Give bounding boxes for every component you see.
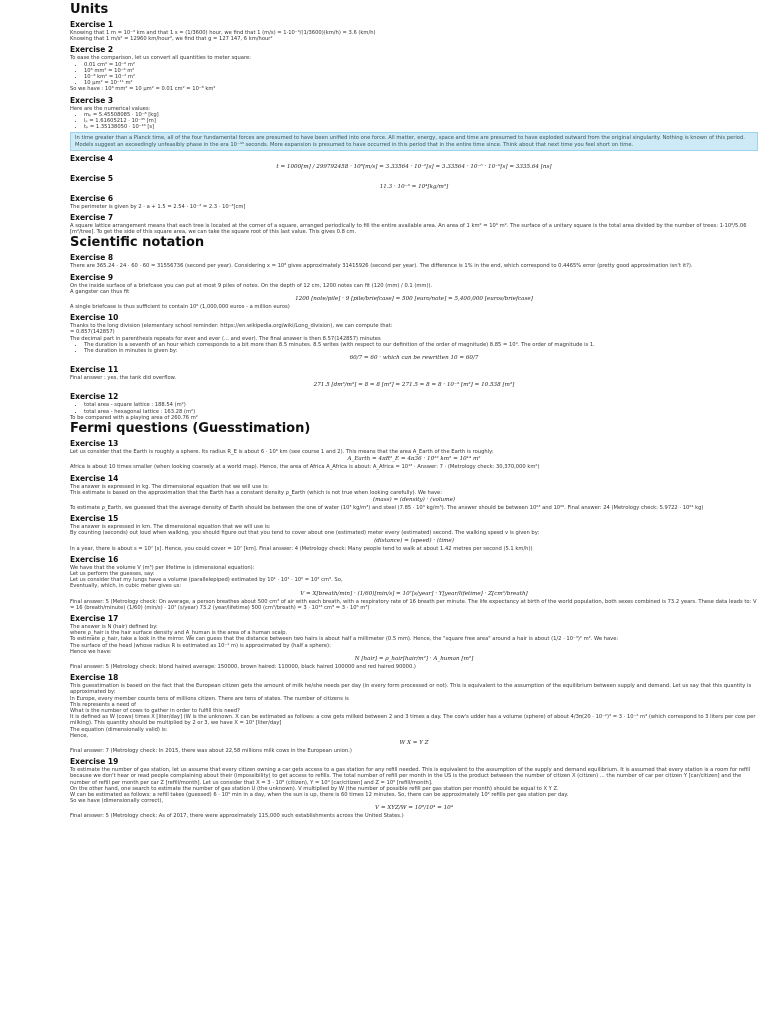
bullet-list [70, 402, 758, 414]
section-scientific [70, 253, 758, 421]
bullet-list [70, 112, 758, 131]
exercise-heading: Exercise 9 [70, 272, 114, 282]
info-box: In time greater than a Planck time, all of the four fundamental forces are presumed to have been unified into one force. All matter, energy, space and time are presumed to have exploded outward from the original singularity. Nothing is known of this period. Models suggest an exceedingly unfeasibly phase in the era 10⁻⁴³ seconds. More expansion is presumed to have occurred in this period that in the entire time since. Think about that next time you feel short on time. [70, 132, 758, 150]
list-item: • The duration is a seventh of an hour which corresponds to a bit more than 8.5 minutes. 8.5 writes (with respect to our definition of the order of magnitude) 8.85 = 10⁰. The order of magnitude is 1. [84, 342, 758, 348]
exercise-heading: Exercise 17 [70, 613, 119, 623]
paragraph: Final answer: 5 (Metrology check: On average, a person breathes about 500 cm³ of air with each breath, with a respiratory rate of 16 breath per minute. The life expectancy at birth of the world population, both sexes combined is 73.2 years. These data leads to: V = 16 (breath/minute) (1/60) (min/s) · 10⁷ (s/year) 73.2 (year/lifetime) 500 (cm³/breath) = 3 · 10¹³ cm³ = 3 · 10⁵ m³) [70, 598, 757, 611]
doc-title: Units [70, 2, 109, 17]
paragraph: Final answer: 7 (Metrology check: In 2015, there was about 22,58 millions milk cows in the European union.) [70, 747, 352, 754]
list-item: • lₚ = 1.61605212 · 10⁻³⁵ [m] [84, 118, 758, 124]
paragraph: Here are the numerical values: [70, 105, 151, 112]
list-item: • total area - square lattice : 188.54 (m²) [84, 402, 758, 408]
paragraph: To be compared with a playing area of 260.76 m² [70, 414, 198, 421]
paragraph: Let us consider that the Earth is roughly a sphere. Its radius R_E is about 6 · 10⁶ km (see course 1 and 2). This means that the area A_Earth of the Earth is roughly: [70, 449, 494, 456]
paragraph: = 0.857(142857) [70, 329, 115, 336]
paragraph: To estimate ρ_hair, take a look in the mirror. We can guess that the distance between two hairs is about half a millimeter (0.5 mm). Hence, the "square free area" around a hair is about (1/2 · 10⁻³)² m². We have: [70, 636, 619, 643]
exercise-heading: Exercise 12 [70, 392, 119, 402]
paragraph: It is defined as W (cows) times X [liter/day] (W is the unknown. X can be estimated as follows: a cow gets milked between 2 and 3 times a day. The cow's udder has a volume (sphere) of about 4/3π(20 · 10⁻²)³ = 3 · 10⁻² m³ (which correspond to 3 liters per cow per milking). This quantity should be multiplied by 2 or 3, we have X = 10¹ [liter/day] [70, 714, 756, 727]
paragraph: The answer is N (hair) defined by: [70, 623, 158, 630]
equation: 60/7 = 60 · which can be rewritten 10 = 60/7 [349, 355, 479, 362]
exercise-heading: Exercise 16 [70, 554, 119, 564]
exercise-heading: Exercise 1 [70, 20, 114, 29]
equation: 271.5 [dm³/m³] = 8 = 8 [m³] = 271.5 = 8 = 8 · 10⁻³ [m³] = 10.538 [m³] [313, 382, 515, 389]
paragraph: Final answer : yes, the tank did overflow. [70, 375, 177, 382]
paragraph: To estimate the number of gas station, let us assume that every citizen owning a car gets access to a gas station for any refill needed. This is equivalent to the assumption of the supply and demand equilibrium. It is assumed that every station is a room for refill because we don't hear or read people complaining about their (impossibility) to get access to refills. The total number of refill per month in the US is the product between the number of citizen X (citizen) ... the number of car per citizen Y [car/citizen] and the number of refill per month per car Z [refill/month]. Let us consider that X = 3 · 10⁸ (citizen), Y = 10⁰ [car/citizen] and Z = 10⁰ [refill/month]. [70, 767, 751, 786]
exercise-heading: Exercise 13 [70, 439, 119, 449]
paragraph: To ease the comparison, let us convert all quantities to meter square: [70, 55, 251, 62]
paragraph: Knowing that 1 m = 10⁻³ km and that 1 s = (1/3600) hour, we find that 1 (m/s) = 1·10⁻³/(1/3600)(km/h) = 3.6 (km/h) [70, 30, 376, 36]
section-units [70, 20, 758, 235]
exercise-heading: Exercise 3 [70, 95, 114, 105]
paragraph: Final answer: 5 (Metrology check: As of 2017, there were approximately 115,000 such establishments across the United States.) [70, 813, 404, 820]
paragraph: The perimeter is given by 2 · a + 1.5 = 2.54 · 10⁻³ = 2.3 · 10⁻³[cm] [70, 203, 246, 210]
equation: 11.3 · 10⁻³ = 10⁴[kg/m³] [379, 183, 449, 190]
paragraph: Let us consider that my lungs have a volume (parallelepiped) estimated by 10¹ · 10¹ · 10⁰ = 10² cm³. So, [70, 577, 343, 584]
bullet-list [70, 342, 758, 354]
equation: V = XYZ/W = 10⁸/10⁴ = 10⁴ [375, 805, 453, 812]
list-item: • The duration in minutes is given by: [84, 348, 758, 354]
paragraph: To estimate ρ_Earth, we guessed that the average density of Earth should be between the one of water (10³ kg/m³) and steel (7.85 · 10³ kg/m³). The answer should be between 10²³ and 10²⁶. Final answer: 24 (Metrology check: 5.9722 · 10²⁴ kg) [70, 504, 704, 511]
exercise-heading: Exercise 6 [70, 193, 114, 203]
paragraph: The decimal part in parenthesis repeats for ever and ever (... and ever). The final answer is then 8.57(142857) minutes [70, 335, 381, 342]
section-title-scientific: Scientific notation [70, 235, 205, 251]
equation: (distance) = (speed) · (time) [374, 537, 454, 544]
paragraph: On the inside surface of a briefcase you can put at most 9 piles of notes. On the depth of 12 cm, 1200 notes can fit (120 (mm) / 0.1 (mm)). [70, 282, 433, 289]
exercise-heading: Exercise 7 [70, 213, 114, 223]
list-item: • 0.01 cm² = 10⁻⁶ m² [84, 62, 758, 68]
section-title-fermi: Fermi questions (Guesstimation) [70, 421, 311, 437]
paragraph: Let us perform the guesses, say: [70, 570, 155, 577]
paragraph: A single briefcase is thus sufficient to contain 10⁶ (1,000,000 euros - a million euros) [70, 304, 290, 311]
paragraph: A square lattice arrangement means that each tree is located at the corner of a square, arranged periodically to fill the entire available area. An area of 1 km² = 10⁶ m². The surface of a unitary square is the total area divided by the number of trees: 1·10⁶/5.06 [m²/tree]. To get the side of this square area, we can take the square root of this last value. This gives 0.8 cm. [70, 223, 747, 236]
paragraph: Knowing that 1 m/s² = 12960 km/hour², we find that g = 127 147, 6 km/hour² [70, 36, 273, 43]
paragraph: Eventually, which, in cubic meter gives us: [70, 583, 182, 590]
paragraph: By counting (seconds) out loud when walking, you should figure out that you tend to cover about one (estimated) meter every (estimated) second. The walking speed v is given by: [70, 530, 540, 537]
paragraph: The surface of the head (whose radius R is estimated as 10⁻¹ m) is approximated by (half a sphere): [70, 642, 331, 649]
exercise-heading: Exercise 14 [70, 473, 119, 483]
paragraph: So we have (dimensionally correct), [70, 798, 164, 805]
exercise-heading: Exercise 19 [70, 757, 119, 767]
exercise-heading: Exercise 18 [70, 673, 119, 683]
equation: 1200 [note/pile] · 9 [pile/briefcase] = 500 [euro/note] = 5,400,000 [euros/briefcase] [295, 296, 533, 303]
paragraph: W can be estimated as follows: a refill takes (guessed) 6 · 10⁰ min in a day, when the sun is up, there is 60 times 12 minutes. So, there can be approximately 10² refills per gas station per day. [70, 792, 569, 798]
paragraph: There are 365.24 · 24 · 60 · 60 = 31556736 (second per year). Considering x = 10⁸ gives approximately 31415926 (second per year). The difference is 1% in the end, which correspond to 0.4465% error (pretty good approximation isn't it?). [70, 263, 693, 270]
paragraph: In Europe, every member counts tens of millions citizen. There are tens of states. The number of citizens is [70, 695, 349, 702]
list-item: • tₚ = 1.35138050 · 10⁻⁴³ [s] [84, 124, 758, 130]
paragraph: In a year, there is about s = 10⁷ [s]. Hence, you could cover = 10⁷ [km]. Final answer: 4 (Metrology check: Many people tend to walk at about 1.42 metres per second (5.1 km/h)) [70, 545, 533, 552]
paragraph: Africa is about 10 times smaller (when looking coarsely at a world map). Hence, the area of Africa A_Africa is about: A_Africa = 10¹³ · Answer: 7 · (Metrology check: 30,370,000 km²) [70, 464, 540, 471]
list-item: • 10⁻⁸ km² = 10⁻² m² [84, 74, 758, 80]
exercise-heading: Exercise 11 [70, 365, 119, 375]
paragraph: So we have : 10⁶ mm² = 10 μm² = 0.01 cm² = 10⁻⁸ km² [70, 86, 216, 93]
equation: t = 1000[m] / 299792458 · 10⁸[m/s] = 3.33564 · 10⁻⁶[s] = 3.33564 · 10⁻⁶ · 10⁻⁹[s] = 3335.64 [ns] [276, 163, 552, 170]
paragraph: A gangster can thus fit [70, 288, 130, 295]
paragraph: This represents a need of [70, 701, 136, 708]
equation: W X = Y Z [399, 739, 429, 746]
list-item: • 10 μm² = 10⁻¹¹ m² [84, 80, 758, 86]
exercise-heading: Exercise 2 [70, 45, 114, 55]
exercise-heading: Exercise 10 [70, 313, 119, 323]
paragraph: Final answer: 5 (Metrology check: blond haired average: 150000, brown haired: 110000, black haired 100000 and red haired 90000.) [70, 663, 416, 670]
equation: N [hair] = ρ_hair[hair/m²] · A_human [m²] [354, 655, 474, 662]
exercise-heading: Exercise 4 [70, 153, 114, 163]
equation: (mass) = (density) · (volume) [372, 496, 456, 503]
equation: A_Earth = 4πR²_E = 4π36 · 10¹² km² = 10¹⁴ m² [347, 456, 481, 463]
equation: V = X[breath/min] · (1/60)[min/s] = 10⁷[s/year] · Y[year/lifetime] · Z[cm³/breath] [300, 590, 528, 597]
exercise-heading: Exercise 8 [70, 253, 114, 263]
exercise-heading: Exercise 5 [70, 173, 114, 183]
paragraph: The answer is expressed in km. The dimensional equation that we will use is: [70, 524, 271, 531]
list-item: • total area - hexagonal lattice : 163.28 (m²) [84, 409, 758, 415]
paragraph: Hence we have: [70, 648, 112, 655]
paragraph: The equation (dimensionally valid) is: [70, 726, 168, 733]
paragraph: On the other hand, one search to estimate the number of gas station U (the unknown). V multiplied by W (the number of possible refill per gas station per month) should be equal to X Y Z. [70, 785, 559, 792]
list-item: • mₚ = 5.45508085 · 10⁻⁸ [kg] [84, 112, 758, 118]
section-fermi [70, 439, 758, 820]
list-item: • 10⁶ mm² = 10⁻⁶ m² [84, 68, 758, 74]
paragraph: We have that the volume V (m³) per lifetime is (dimensional equation): [70, 564, 255, 571]
paragraph: What is the number of cows to gather in order to fulfill this need? [70, 707, 240, 714]
paragraph: Thanks to the long division (elementary school reminder: https://en.wikipedia.org/wiki/Long_division), we can compute that: [70, 323, 393, 330]
paragraph: This estimate is based on the approximation that the Earth has a constant density ρ_Earth (which is not true when looking carefully). We have: [70, 489, 443, 496]
paragraph: where ρ_hair is the hair surface density and A_human is the area of a human scalp. [70, 630, 288, 637]
paragraph: This guesstimation is based on the fact that the European citizen gets the amount of milk he/she needs per day (in every form processed or not). This is equivalent to the assumption of the equilibrium between supply and demand. Let us say that this quantity is approximated by: [70, 683, 752, 696]
exercise-heading: Exercise 15 [70, 514, 119, 524]
paragraph: The answer is expressed in kg. The dimensional equation that we will use is: [70, 483, 269, 490]
paragraph: Hence, [70, 732, 89, 739]
bullet-list [70, 62, 758, 87]
